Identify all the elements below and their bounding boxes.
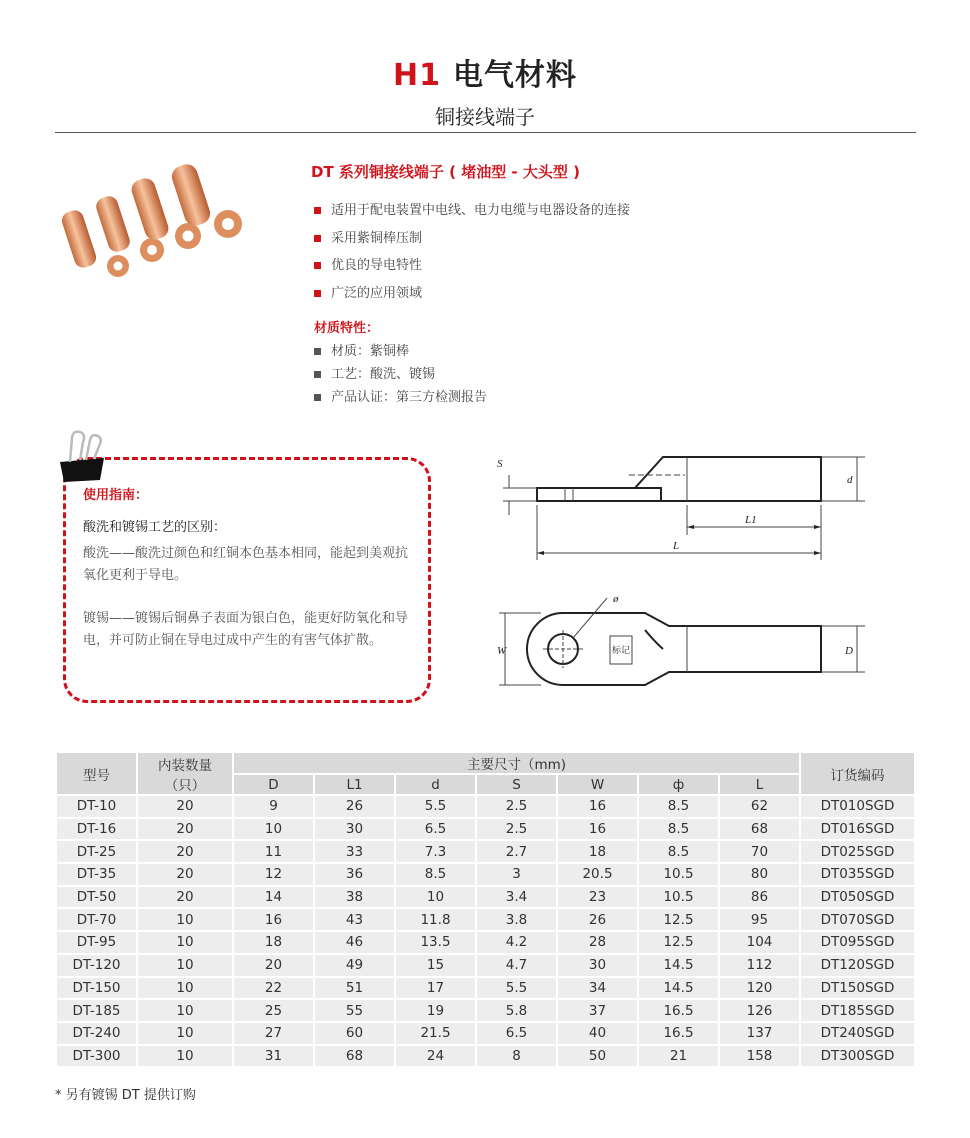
- table-cell: 20: [234, 955, 313, 976]
- table-cell: 33: [315, 841, 394, 862]
- table-cell: 112: [720, 955, 799, 976]
- table-row: [57, 864, 914, 885]
- mark-label: 标记: [612, 645, 631, 655]
- table-row: [57, 932, 914, 953]
- list-item: 材质：紫铜棒: [314, 343, 487, 361]
- table-cell: DT035SGD: [801, 864, 914, 885]
- footnote: * 另有镀锡 DT 提供订购: [55, 1088, 196, 1103]
- col-D-header: D: [234, 775, 313, 794]
- table-cell: 25: [234, 1000, 313, 1021]
- table-cell: 40: [558, 1023, 637, 1044]
- copper-lug-photo: [60, 158, 260, 288]
- table-cell: DT-10: [57, 796, 136, 817]
- table-cell: 10: [138, 1000, 232, 1021]
- table-cell: 38: [315, 887, 394, 908]
- feature-list: [314, 202, 630, 312]
- col-dims-header: 主要尺寸（mm): [234, 753, 799, 773]
- dim-l-label: L: [673, 540, 680, 552]
- table-cell: DT050SGD: [801, 887, 914, 908]
- series-title: DT 系列铜接线端子 ( 堵油型 - 大头型 ): [311, 163, 580, 181]
- list-item: 适用于配电装置中电线、电力电缆与电器设备的连接: [314, 202, 630, 220]
- table-cell: 19: [396, 1000, 475, 1021]
- table-cell: DT-240: [57, 1023, 136, 1044]
- table-cell: DT-120: [57, 955, 136, 976]
- table-cell: 11.8: [396, 909, 475, 930]
- table-cell: 10.5: [639, 864, 718, 885]
- table-cell: 158: [720, 1046, 799, 1067]
- table-cell: 16: [558, 796, 637, 817]
- table-cell: DT-95: [57, 932, 136, 953]
- table-cell: 5.5: [396, 796, 475, 817]
- table-cell: 3.8: [477, 909, 556, 930]
- table-cell: 18: [558, 841, 637, 862]
- table-cell: DT016SGD: [801, 819, 914, 840]
- side-view-drawing: [495, 445, 875, 565]
- table-cell: 51: [315, 978, 394, 999]
- table-cell: 31: [234, 1046, 313, 1067]
- table-cell: 3.4: [477, 887, 556, 908]
- col-W-header: W: [558, 775, 637, 794]
- table-cell: 23: [558, 887, 637, 908]
- table-cell: 36: [315, 864, 394, 885]
- table-cell: 20.5: [558, 864, 637, 885]
- table-cell: 104: [720, 932, 799, 953]
- table-cell: 3: [477, 864, 556, 885]
- material-heading: 材质特性：: [314, 321, 380, 336]
- table-cell: 7.3: [396, 841, 475, 862]
- table-cell: 11: [234, 841, 313, 862]
- table-cell: 14: [234, 887, 313, 908]
- material-list: [314, 343, 487, 412]
- table-cell: 8.5: [639, 819, 718, 840]
- table-cell: 68: [720, 819, 799, 840]
- table-cell: 30: [558, 955, 637, 976]
- table-cell: 20: [138, 841, 232, 862]
- table-cell: 12.5: [639, 909, 718, 930]
- table-row: [57, 955, 914, 976]
- table-cell: 46: [315, 932, 394, 953]
- page-title: [0, 50, 970, 94]
- page-subtitle: 铜接线端子: [435, 105, 535, 129]
- table-cell: DT-50: [57, 887, 136, 908]
- table-cell: 126: [720, 1000, 799, 1021]
- guide-tinning-text: 镀锡——镀锡后铜鼻子表面为银白色，能更好防氧化和导电，并可防止铜在导电过成中产生的有害气体扩散。: [83, 611, 409, 648]
- dim-phi-label: ø: [613, 593, 619, 605]
- col-L1-header: L1: [315, 775, 394, 794]
- table-cell: 26: [315, 796, 394, 817]
- table-cell: 20: [138, 864, 232, 885]
- table-cell: 2.7: [477, 841, 556, 862]
- table-cell: 10: [396, 887, 475, 908]
- table-cell: 10: [138, 1046, 232, 1067]
- table-cell: 2.5: [477, 819, 556, 840]
- table-cell: 62: [720, 796, 799, 817]
- table-cell: 10.5: [639, 887, 718, 908]
- table-cell: 55: [315, 1000, 394, 1021]
- table-cell: 37: [558, 1000, 637, 1021]
- table-cell: 50: [558, 1046, 637, 1067]
- table-cell: 10: [138, 955, 232, 976]
- table-row: [57, 796, 914, 817]
- table-cell: DT025SGD: [801, 841, 914, 862]
- table-cell: DT010SGD: [801, 796, 914, 817]
- table-cell: DT185SGD: [801, 1000, 914, 1021]
- col-model-header: 型号: [57, 753, 136, 794]
- table-cell: 8.5: [639, 796, 718, 817]
- table-cell: 43: [315, 909, 394, 930]
- table-row: [57, 819, 914, 840]
- table-cell: 14.5: [639, 978, 718, 999]
- col-qty-header: 内装数量（只）: [138, 753, 232, 794]
- table-cell: 21: [639, 1046, 718, 1067]
- table-cell: 137: [720, 1023, 799, 1044]
- table-cell: 8: [477, 1046, 556, 1067]
- dim-l1-label: L1: [745, 514, 757, 526]
- list-item: 工艺：酸洗、镀锡: [314, 366, 487, 384]
- table-row: [57, 887, 914, 908]
- table-cell: 10: [138, 909, 232, 930]
- table-cell: 16.5: [639, 1000, 718, 1021]
- table-cell: DT120SGD: [801, 955, 914, 976]
- table-cell: 120: [720, 978, 799, 999]
- dim-w-label: W: [497, 645, 507, 657]
- table-cell: DT240SGD: [801, 1023, 914, 1044]
- table-row: [57, 1000, 914, 1021]
- table-cell: 95: [720, 909, 799, 930]
- table-cell: 26: [558, 909, 637, 930]
- table-cell: 70: [720, 841, 799, 862]
- top-view-drawing: [495, 590, 875, 700]
- table-cell: DT-300: [57, 1046, 136, 1067]
- spec-table: [55, 751, 916, 1068]
- table-cell: 20: [138, 887, 232, 908]
- table-cell: DT-25: [57, 841, 136, 862]
- col-phi-header: ф: [639, 775, 718, 794]
- col-d-header: d: [396, 775, 475, 794]
- guide-pickling-text: 酸洗——酸洗过颜色和红铜本色基本相同，能起到美观抗氧化更利于导电。: [83, 546, 409, 583]
- list-item: 采用紫铜棒压制: [314, 230, 630, 248]
- table-cell: 5.5: [477, 978, 556, 999]
- table-cell: 15: [396, 955, 475, 976]
- dim-d-label: d: [847, 474, 853, 486]
- table-cell: 8.5: [396, 864, 475, 885]
- table-cell: DT-70: [57, 909, 136, 930]
- table-cell: 60: [315, 1023, 394, 1044]
- table-cell: 9: [234, 796, 313, 817]
- table-cell: 2.5: [477, 796, 556, 817]
- table-row: [57, 978, 914, 999]
- table-cell: DT-35: [57, 864, 136, 885]
- section-title: 电气材料: [452, 58, 577, 93]
- table-cell: 12: [234, 864, 313, 885]
- table-row: [57, 1023, 914, 1044]
- table-cell: 20: [138, 819, 232, 840]
- table-cell: DT-185: [57, 1000, 136, 1021]
- table-cell: 18: [234, 932, 313, 953]
- list-item: 广泛的应用领域: [314, 285, 630, 303]
- col-S-header: S: [477, 775, 556, 794]
- table-cell: DT-150: [57, 978, 136, 999]
- list-item: 优良的导电特性: [314, 257, 630, 275]
- header-divider: [55, 132, 916, 133]
- table-cell: 17: [396, 978, 475, 999]
- table-cell: 10: [138, 978, 232, 999]
- table-cell: 14.5: [639, 955, 718, 976]
- table-cell: 68: [315, 1046, 394, 1067]
- guide-question: 酸洗和镀锡工艺的区别：: [83, 520, 227, 535]
- col-order-header: 订货编码: [801, 753, 914, 794]
- table-cell: 6.5: [396, 819, 475, 840]
- dim-s-label: S: [497, 458, 503, 470]
- table-cell: 13.5: [396, 932, 475, 953]
- table-cell: 20: [138, 796, 232, 817]
- table-cell: 30: [315, 819, 394, 840]
- table-cell: 24: [396, 1046, 475, 1067]
- table-cell: DT070SGD: [801, 909, 914, 930]
- table-cell: 28: [558, 932, 637, 953]
- table-cell: 5.8: [477, 1000, 556, 1021]
- table-cell: DT300SGD: [801, 1046, 914, 1067]
- list-item: 产品认证：第三方检测报告: [314, 389, 487, 407]
- table-cell: 49: [315, 955, 394, 976]
- table-row: [57, 909, 914, 930]
- binder-clip-icon: [56, 428, 108, 484]
- guide-heading: 使用指南：: [83, 488, 149, 503]
- table-cell: 80: [720, 864, 799, 885]
- table-cell: 16: [558, 819, 637, 840]
- table-cell: 4.7: [477, 955, 556, 976]
- table-cell: 10: [138, 1023, 232, 1044]
- table-cell: 27: [234, 1023, 313, 1044]
- table-cell: 16.5: [639, 1023, 718, 1044]
- table-cell: 16: [234, 909, 313, 930]
- table-row: [57, 841, 914, 862]
- section-code: H1: [393, 58, 441, 93]
- table-cell: 21.5: [396, 1023, 475, 1044]
- col-L-header: L: [720, 775, 799, 794]
- dim-D-label: D: [845, 645, 853, 657]
- table-cell: 10: [138, 932, 232, 953]
- table-cell: DT095SGD: [801, 932, 914, 953]
- table-cell: DT150SGD: [801, 978, 914, 999]
- table-cell: 10: [234, 819, 313, 840]
- table-cell: DT-16: [57, 819, 136, 840]
- table-cell: 8.5: [639, 841, 718, 862]
- table-row: [57, 1046, 914, 1067]
- table-cell: 6.5: [477, 1023, 556, 1044]
- table-cell: 12.5: [639, 932, 718, 953]
- table-cell: 4.2: [477, 932, 556, 953]
- table-cell: 22: [234, 978, 313, 999]
- table-cell: 86: [720, 887, 799, 908]
- table-cell: 34: [558, 978, 637, 999]
